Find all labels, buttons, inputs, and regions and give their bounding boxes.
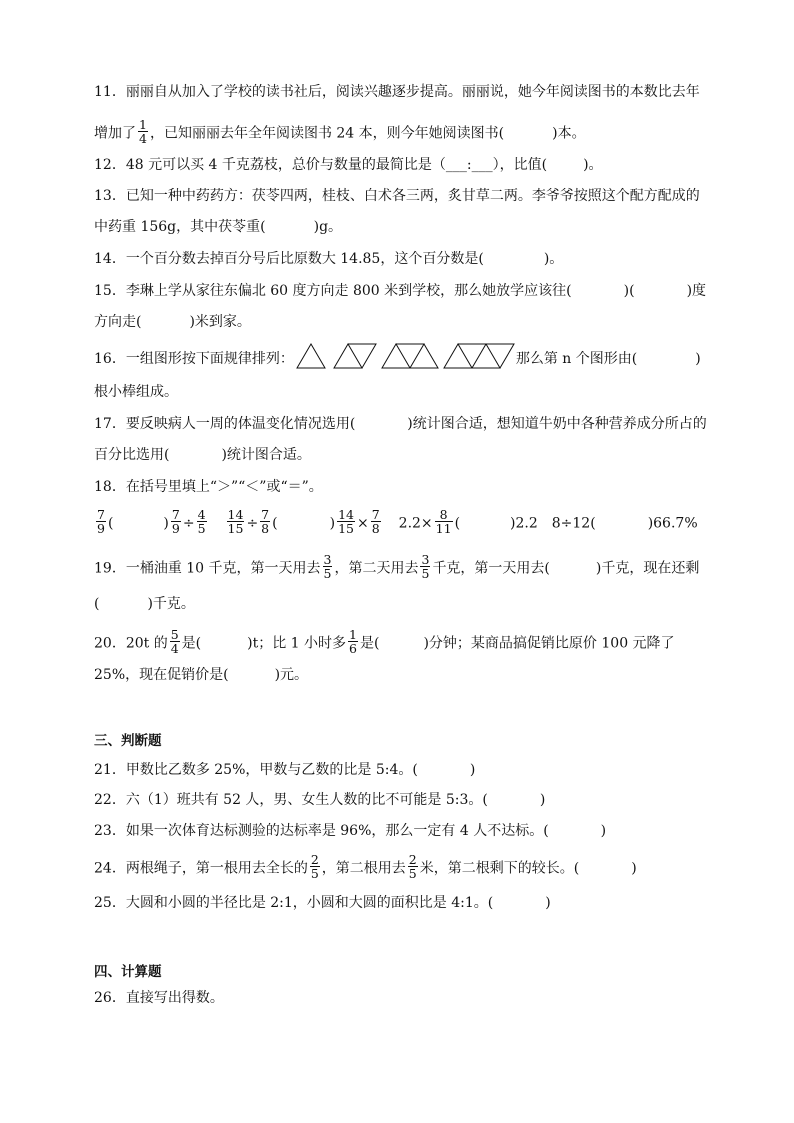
question-18-items [94,507,698,540]
frac-num: 14 [338,507,354,522]
q15-text-c: )度 [686,283,707,299]
question-18-title [94,477,323,499]
question-20-line-2 [94,665,308,687]
q16-text-c: ) [695,351,701,367]
fraction-1-6 [348,628,358,655]
frac-den: 5 [421,566,430,581]
divide-sign: ÷ [182,515,195,532]
q15-text-b: )( [623,283,635,299]
frac-num: 2 [310,852,319,867]
q18-item4-text: 8÷12( [551,515,596,532]
q19-text-f: )千克。 [147,596,195,612]
frac-den: 9 [97,521,105,536]
frac-den: 9 [171,521,180,536]
frac-num: 8 [439,507,448,522]
paren-left: ( [107,515,114,532]
question-26 [94,988,224,1010]
question-21 [94,760,475,782]
q17-text-a: 17．要反映病人一周的体温变化情况选用( [94,416,356,432]
section-heading-calculation [94,962,162,984]
times-sign: × [356,515,369,532]
q26-text: 26．直接写出得数。 [94,990,224,1006]
q24-text-d: ) [631,860,637,877]
fraction-7-9 [96,508,106,535]
q14-text-a: 14．一个百分数去掉百分号后比原数大 14.85，这个百分数是( [94,251,484,267]
question-25 [94,893,551,915]
q13-text-a: 中药重 156g，其中茯苓重( [94,219,266,235]
fraction-7-9 [171,508,181,535]
paren-right: ) [329,515,336,532]
section-heading-judgment [94,731,162,753]
q15-text-e: )米到家。 [189,314,251,330]
frac-den: 15 [338,521,354,536]
question-19-line-2 [94,594,195,616]
frac-den: 5 [323,566,332,581]
q24-text-a: 24．两根绳子，第一根用去全长的 [94,860,308,877]
question-24 [94,852,637,885]
q20-text-b: 是( [181,635,202,652]
frac-num: 2 [408,852,417,867]
q18-item3-text: 2.2× [398,515,433,532]
fraction-2-5 [408,853,418,880]
triangle-pattern-icon [294,342,516,370]
q16-text-a: 16．一组图形按下面规律排列： [94,351,294,367]
q21-text-a: 21．甲数比乙数多 25%，甲数与乙数的比是 5:4。( [94,762,418,778]
question-13-line-2 [94,217,342,239]
frac-den: 6 [349,641,357,656]
section-3-title: 三、判断题 [94,733,162,749]
question-11-line-1 [94,82,700,104]
q19-text-d: )千克，现在还剩 [595,560,700,577]
q24-text-b: ，第二根用去 [321,860,406,877]
q19-text-b: ，第二天用去 [334,560,419,577]
question-13-line-1 [94,186,700,208]
question-12 [94,155,603,177]
q25-text-a: 25．大圆和小圆的半径比是 2:1，小圆和大圆的面积比是 4:1。( [94,895,494,911]
q18-title: 18．在括号里填上“＞”“＜”或“＝”。 [94,479,323,495]
q12-text-a: 12．48 元可以买 4 千克荔枝，总价与数量的最简比是（___:___），比值( [94,157,548,173]
question-11-line-2 [94,117,586,146]
frac-num: 1 [139,117,147,132]
frac-num: 14 [227,507,244,522]
fraction-2-5 [310,853,320,880]
question-16-line-2 [94,382,178,404]
q17-text-d: )统计图合适。 [221,447,311,463]
q13-text: 13．已知一种中药药方：茯苓四两，桂枝、白术各三两，炙甘草二两。李爷爷按照这个配方配成的 [94,188,700,204]
q11-text-a: 增加了 [94,125,136,142]
q23-text-b: ) [600,823,607,839]
fraction-7-8 [371,508,381,535]
question-15-line-2 [94,312,251,334]
fraction-4-5 [197,508,207,535]
frac-num: 7 [97,507,105,522]
q16-text-b: 那么第 n 个图形由( [515,351,638,367]
question-19-line-1 [94,552,700,585]
paren-right: ) [163,515,169,532]
frac-den: 15 [227,521,244,536]
frac-num: 3 [323,552,332,567]
q17-text-c: 百分比选用( [94,447,170,463]
paren-left: ( [454,515,461,532]
q21-text-b: ) [469,762,476,778]
q13-text-b: )g。 [313,219,343,235]
q19-text-a: 19．一桶油重 10 千克，第一天用去 [94,560,321,577]
question-16-line-1 [94,345,701,367]
question-17-line-2 [94,445,311,467]
q12-text-b: )。 [583,157,603,173]
q19-text-c: 千克，第一天用去( [432,560,550,577]
q14-text-b: )。 [543,251,564,267]
frac-den: 8 [371,521,380,536]
q15-text-d: 方向走( [94,314,142,330]
fraction-7-8 [260,508,270,535]
divide-sign: ÷ [246,515,259,532]
q20-text-e: )分钟；某商品搞促销比原价 100 元降了 [423,635,675,652]
fraction-3-5 [323,553,333,580]
fraction-14-15 [227,508,245,535]
fraction-14-15 [337,508,355,535]
frac-den: 8 [261,521,270,536]
q24-text-c: 米，第二根剩下的较长。( [419,860,580,877]
q22-text-a: 22．六（1）班共有 52 人，男、女生人数的比不可能是 5:3。( [94,792,488,808]
q18-item3-rparen: )2.2 [510,515,538,532]
question-22 [94,790,545,812]
question-17-line-1 [94,414,707,436]
q20-text-c: )t；比 1 小时多 [247,635,347,652]
frac-den: 5 [408,866,417,881]
triangle-pattern-figure [294,342,516,370]
frac-num: 7 [371,507,380,522]
q11-text-b: ，已知丽丽去年全年阅读图书 24 本，则今年她阅读图书( [149,125,505,142]
frac-num: 7 [171,507,180,522]
frac-num: 5 [170,627,179,642]
q11-text: 11．丽丽自从加入了学校的读书社后，阅读兴趣逐步提高。丽丽说，她今年阅读图书的本数比去年 [94,84,700,100]
fraction-5-4 [170,628,180,655]
frac-num: 1 [349,627,357,642]
q15-text-a: 15．李琳上学从家往东偏北 60 度方向走 800 米到学校，那么她放学应该往( [94,283,572,299]
frac-den: 5 [310,866,319,881]
q18-item4-rparen: )66.7% [647,515,698,532]
frac-den: 5 [197,521,206,536]
q19-text-e: ( [94,596,100,612]
question-14 [94,249,563,271]
section-4-title: 四、计算题 [94,964,162,980]
frac-den: 11 [435,521,452,536]
q20-text-a: 20．20t 的 [94,635,168,652]
fraction-1-4 [138,118,148,145]
question-15-line-1 [94,281,706,303]
q20-text-f: 25%，现在促销价是( [94,667,229,683]
q11-text-c: )本。 [552,125,586,142]
question-20-line-1 [94,627,675,660]
frac-num: 4 [197,507,206,522]
q23-text-a: 23．如果一次体育达标测验的达标率是 96%，那么一定有 4 人不达标。( [94,823,549,839]
frac-den: 4 [139,131,147,146]
fraction-3-5 [420,553,430,580]
q20-text-d: 是( [360,635,380,652]
q25-text-b: ) [545,895,551,911]
frac-num: 7 [261,507,270,522]
q20-text-g: )元。 [274,667,309,683]
q17-text-b: )统计图合适，想知道牛奶中各种营养成分所占的 [407,416,707,432]
question-23 [94,821,606,843]
paren-left: ( [272,515,278,532]
frac-den: 4 [170,641,179,656]
q16-text-d: 根小棒组成。 [94,384,178,400]
q22-text-b: ) [539,792,546,808]
frac-num: 3 [421,552,430,567]
fraction-8-11 [435,508,453,535]
